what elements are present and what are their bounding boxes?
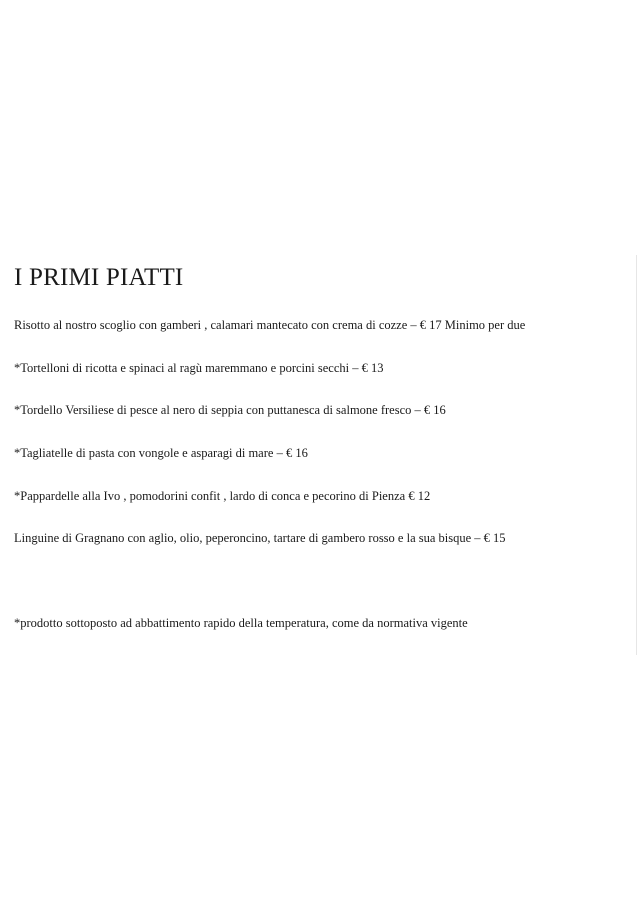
menu-item-linguine: Linguine di Gragnano con aglio, olio, peperoncino, tartare di gambero rosso e la sua bisque – € 15 <box>14 531 506 545</box>
page-edge-divider <box>636 255 637 655</box>
menu-item-pappardelle: *Pappardelle alla Ivo , pomodorini confit , lardo di conca e pecorino di Pienza € 12 <box>14 489 431 503</box>
menu-item-risotto: Risotto al nostro scoglio con gamberi , calamari mantecato con crema di cozze – € 17 Minimo per due <box>14 318 526 332</box>
menu-section-title: I PRIMI PIATTI <box>14 264 184 291</box>
menu-footnote: *prodotto sottoposto ad abbattimento rapido della temperatura, come da normativa vigente <box>14 616 468 630</box>
menu-item-tortelloni: *Tortelloni di ricotta e spinaci al ragù maremmano e porcini secchi – € 13 <box>14 361 384 375</box>
menu-item-tagliatelle: *Tagliatelle di pasta con vongole e asparagi di mare – € 16 <box>14 446 308 460</box>
menu-item-tordello: *Tordello Versiliese di pesce al nero di seppia con puttanesca di salmone fresco – € 16 <box>14 403 446 417</box>
